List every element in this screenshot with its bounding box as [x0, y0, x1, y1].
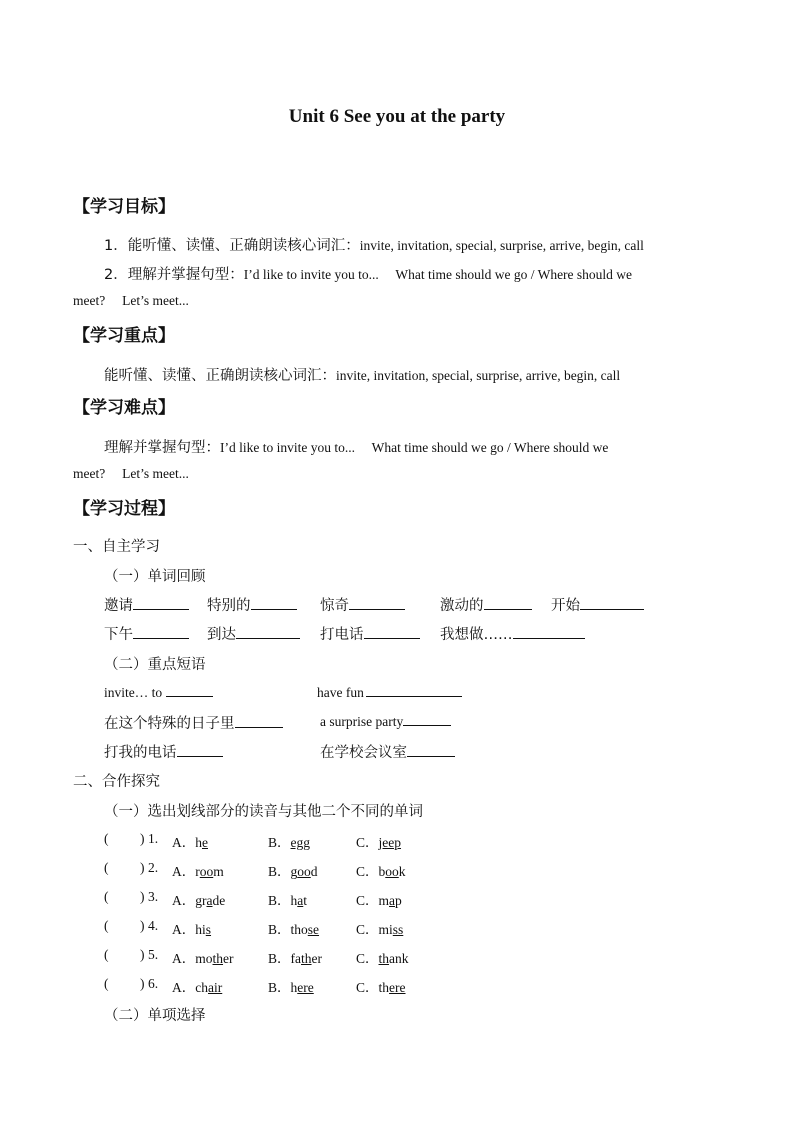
answer-paren-close[interactable]: )	[140, 976, 145, 991]
phrase-item: 在学校会议室	[320, 741, 455, 762]
option-b[interactable]: B．those	[268, 922, 320, 937]
option-c[interactable]: C．there	[356, 980, 406, 995]
option-c[interactable]: C．jeep	[356, 835, 402, 850]
question-number: 5.	[148, 947, 159, 962]
option-b[interactable]: B．father	[268, 951, 323, 966]
word-item: 特别的	[207, 594, 297, 615]
goals-heading: 【学习目标】	[73, 197, 175, 217]
option-b[interactable]: B．good	[268, 864, 318, 879]
answer-blank[interactable]	[407, 744, 455, 757]
option-b[interactable]: B．hat	[268, 893, 308, 908]
answer-paren-open[interactable]: (	[104, 918, 109, 933]
sub-1-heading: （一）单词回顾	[104, 569, 206, 585]
answer-blank[interactable]	[166, 684, 213, 697]
answer-paren-close[interactable]: )	[140, 860, 145, 875]
goal-item-2	[104, 263, 632, 284]
question-number: 3.	[148, 889, 159, 904]
part-2-heading: 二、合作探究	[73, 774, 160, 790]
answer-blank[interactable]	[236, 626, 300, 639]
difficulties-en: I’d like to invite you to... What time should we go / Where should we	[220, 440, 609, 455]
word-item: 开始	[551, 594, 644, 615]
key-points-heading: 【学习重点】	[73, 326, 175, 346]
sub-4-heading: （二）单项选择	[104, 1008, 206, 1024]
key-points-en: invite, invitation, special, surprise, arrive, begin, call	[336, 368, 621, 383]
answer-blank[interactable]	[177, 744, 223, 757]
question-number: 1.	[148, 831, 159, 846]
phrase-item: 打我的电话	[104, 741, 223, 762]
question-number: 6.	[148, 976, 159, 991]
goal-item-1	[104, 234, 644, 255]
goal-item-1-en: invite, invitation, special, surprise, arrive, begin, call	[359, 238, 644, 253]
sub-2-heading: （二）重点短语	[104, 657, 206, 673]
word-item: 惊奇	[320, 594, 405, 615]
option-a[interactable]: A．room	[172, 864, 224, 879]
answer-blank[interactable]	[484, 597, 532, 610]
answer-blank[interactable]	[513, 626, 585, 639]
phrase-item: a surprise party	[320, 713, 451, 730]
difficulties-cn: 理解并掌握句型：	[104, 440, 220, 456]
goal-item-2-en: I’d like to invite you to... What time should we go / Where should we	[243, 267, 633, 282]
word-item: 激动的	[440, 594, 532, 615]
answer-blank[interactable]	[235, 715, 283, 728]
difficulties-continued: meet? Let’s meet...	[73, 466, 189, 481]
answer-paren-open[interactable]: (	[104, 889, 109, 904]
answer-blank[interactable]	[251, 597, 297, 610]
key-points-cn: 能听懂、读懂、正确朗读核心词汇：	[104, 368, 336, 384]
phrase-item: invite… to	[104, 684, 213, 701]
word-item: 我想做……	[440, 623, 585, 644]
option-c[interactable]: C．book	[356, 864, 406, 879]
option-a[interactable]: A．chair	[172, 980, 223, 995]
difficulties-text	[104, 436, 608, 457]
part-1-heading: 一、自主学习	[73, 539, 160, 555]
option-c[interactable]: C．miss	[356, 922, 404, 937]
page-title: Unit 6 See you at the party	[288, 106, 506, 127]
question-number: 4.	[148, 918, 159, 933]
option-a[interactable]: A．mother	[172, 951, 234, 966]
answer-blank[interactable]	[364, 626, 420, 639]
answer-paren-open[interactable]: (	[104, 831, 109, 846]
word-item: 到达	[207, 623, 300, 644]
difficulties-heading: 【学习难点】	[73, 398, 175, 418]
answer-blank[interactable]	[133, 597, 189, 610]
option-b[interactable]: B．here	[268, 980, 314, 995]
phrase-item: have fun	[317, 684, 462, 701]
word-item: 下午	[104, 623, 189, 644]
answer-paren-close[interactable]: )	[140, 831, 145, 846]
sub-3-heading: （一）选出划线部分的读音与其他二个不同的单词	[104, 804, 423, 820]
answer-paren-open[interactable]: (	[104, 860, 109, 875]
goal-item-2-cn: 2．理解并掌握句型：	[104, 267, 244, 283]
word-item: 邀请	[104, 594, 189, 615]
process-heading: 【学习过程】	[73, 499, 175, 519]
answer-paren-close[interactable]: )	[140, 918, 145, 933]
option-a[interactable]: A．grade	[172, 893, 226, 908]
answer-blank[interactable]	[580, 597, 644, 610]
question-number: 2.	[148, 860, 159, 875]
answer-paren-close[interactable]: )	[140, 947, 145, 962]
answer-blank[interactable]	[349, 597, 405, 610]
phrase-item: 在这个特殊的日子里	[104, 712, 283, 733]
goal-item-1-cn: 1．能听懂、读懂、正确朗读核心词汇：	[104, 238, 360, 254]
goal-item-2-continued: meet? Let’s meet...	[73, 293, 189, 308]
option-a[interactable]: A．his	[172, 922, 212, 937]
option-c[interactable]: C．thank	[356, 951, 409, 966]
option-c[interactable]: C．map	[356, 893, 402, 908]
key-points-text	[104, 364, 620, 385]
word-item: 打电话	[320, 623, 420, 644]
answer-blank[interactable]	[133, 626, 189, 639]
answer-paren-open[interactable]: (	[104, 947, 109, 962]
option-a[interactable]: A．he	[172, 835, 208, 850]
answer-blank[interactable]	[403, 713, 451, 726]
answer-paren-open[interactable]: (	[104, 976, 109, 991]
option-b[interactable]: B．egg	[268, 835, 311, 850]
answer-paren-close[interactable]: )	[140, 889, 145, 904]
answer-blank[interactable]	[366, 684, 462, 697]
